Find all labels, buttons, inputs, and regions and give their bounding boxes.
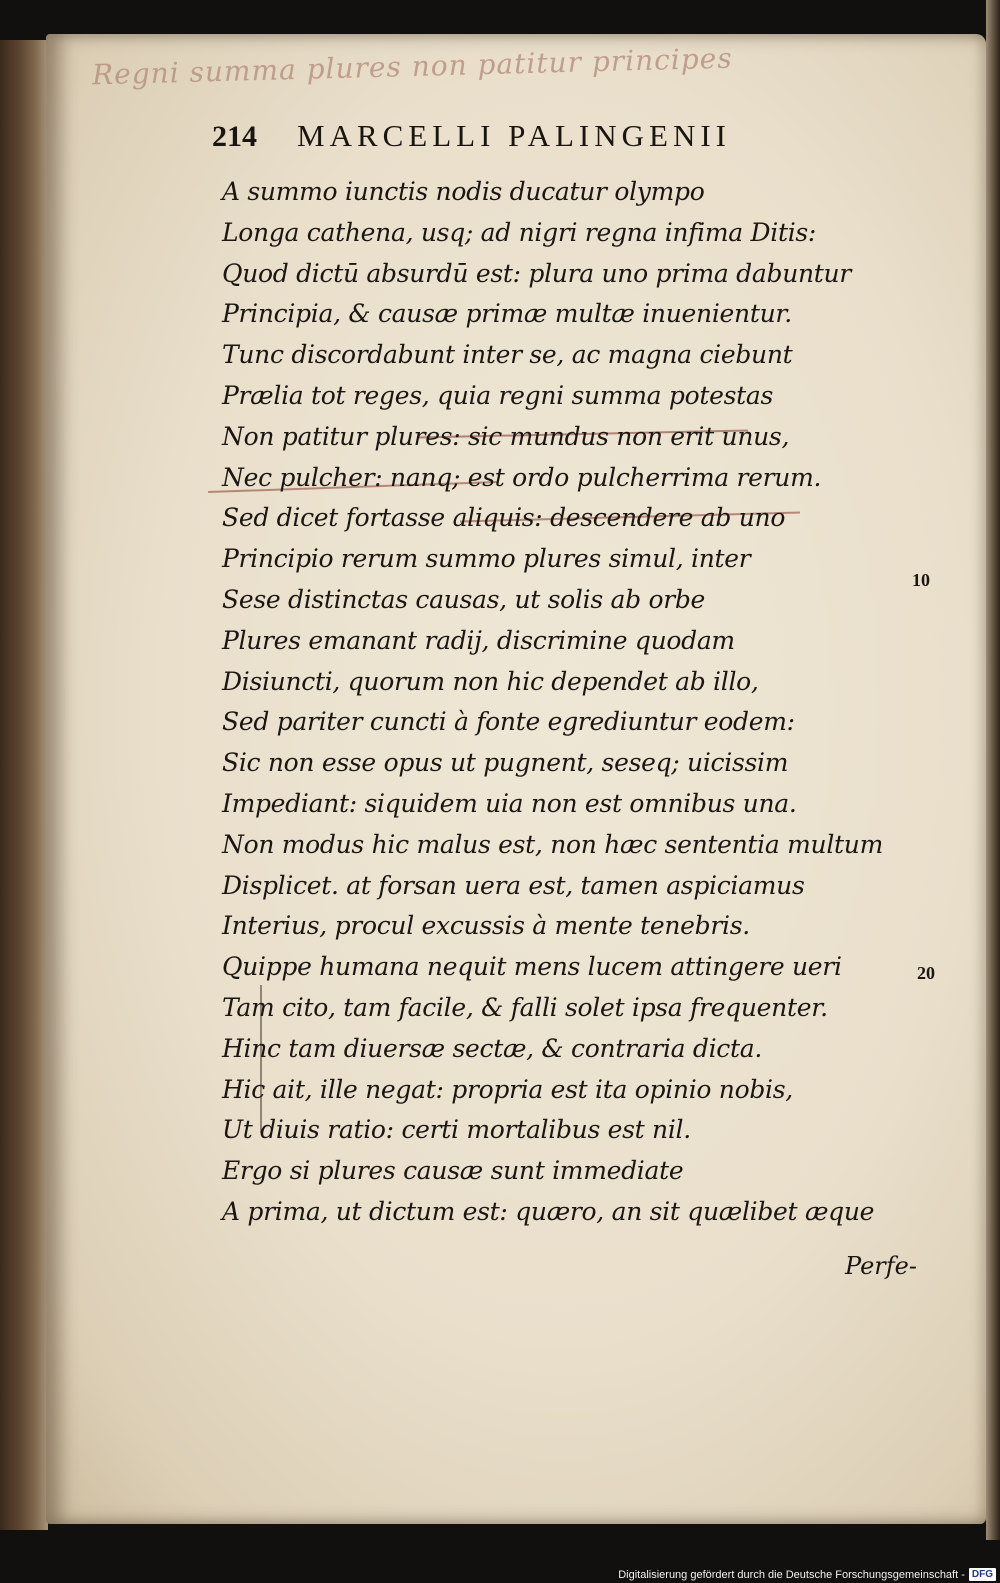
- verse-line: Hic ait, ille negat: propria est ita opinio nobis,: [222, 1074, 793, 1104]
- line-number-10: 10: [912, 570, 930, 590]
- verse-line: Nec pulcher: nanq; est ordo pulcherrima rerum.: [222, 462, 822, 492]
- verse-line: Quod dictū absurdū est: plura uno prima dabuntur: [222, 258, 851, 288]
- verse-line: Impediant: siquidem uia non est omnibus una.: [222, 788, 797, 818]
- verse-line: Ergo si plures causæ sunt immediate: [222, 1156, 684, 1186]
- verse-line: Sic non esse opus ut pugnent, seseq; uicissim: [222, 748, 789, 778]
- verse-line: Longa cathena, usq; ad nigri regna infima Ditis:: [222, 217, 817, 247]
- verse-line: Tunc discordabunt inter se, ac magna ciebunt: [222, 340, 793, 370]
- credit-text: Digitalisierung gefördert durch die Deutsche Forschungsgemeinschaft -: [618, 1568, 965, 1581]
- verse-line: Principio rerum summo plures simul, inter: [222, 544, 751, 574]
- verse-line: Sed dicet fortasse aliquis: descendere ab uno: [222, 503, 786, 533]
- dfg-logo-icon: DFG: [969, 1568, 996, 1581]
- running-head-title: MARCELLI PALINGENII: [297, 118, 731, 153]
- verse-line: Tam cito, tam facile, & falli solet ipsa frequenter.: [222, 992, 828, 1022]
- verse-line: A prima, ut dictum est: quæro, an sit quælibet æque: [222, 1196, 875, 1226]
- verse-line: Disiuncti, quorum non hic dependet ab illo,: [222, 666, 759, 696]
- verse-line: Ut diuis ratio: certi mortalibus est nil.: [222, 1115, 691, 1145]
- verse-line: Sed pariter cuncti à fonte egrediuntur eodem:: [222, 707, 795, 737]
- verse-line: Principia, & causæ primæ multæ inuenientur.: [222, 299, 792, 329]
- verse-line: Non modus hic malus est, non hæc sententia multum: [222, 829, 883, 859]
- digitization-credit: [618, 1568, 996, 1581]
- page-number: 214: [212, 120, 257, 153]
- verse-line: Displicet. at forsan uera est, tamen aspiciamus: [222, 870, 805, 900]
- verse-text-block: [222, 172, 883, 1233]
- verse-line: Quippe humana nequit mens lucem attingere ueri: [222, 952, 842, 982]
- book-fore-edge: [986, 0, 1000, 1540]
- verse-line: Non patitur plures: sic mundus non erit unus,: [222, 421, 790, 451]
- book-spine-edge: [0, 40, 48, 1530]
- line-number-20: 20: [917, 963, 935, 983]
- catchword: Perfe-: [845, 1252, 917, 1280]
- verse-line: Plures emanant radij, discrimine quodam: [222, 625, 735, 655]
- verse-line: Interius, procul excussis à mente tenebris.: [222, 911, 750, 941]
- handwritten-marginal-note: Regni summa plures non patitur principes: [91, 41, 734, 92]
- verse-line: Prælia tot reges, quia regni summa potestas: [222, 380, 774, 410]
- verse-line: Sese distinctas causas, ut solis ab orbe: [222, 584, 706, 614]
- running-head: [212, 118, 852, 154]
- verse-line: Hinc tam diuersæ sectæ, & contraria dicta.: [222, 1033, 762, 1063]
- verse-line: A summo iunctis nodis ducatur olympo: [222, 177, 705, 206]
